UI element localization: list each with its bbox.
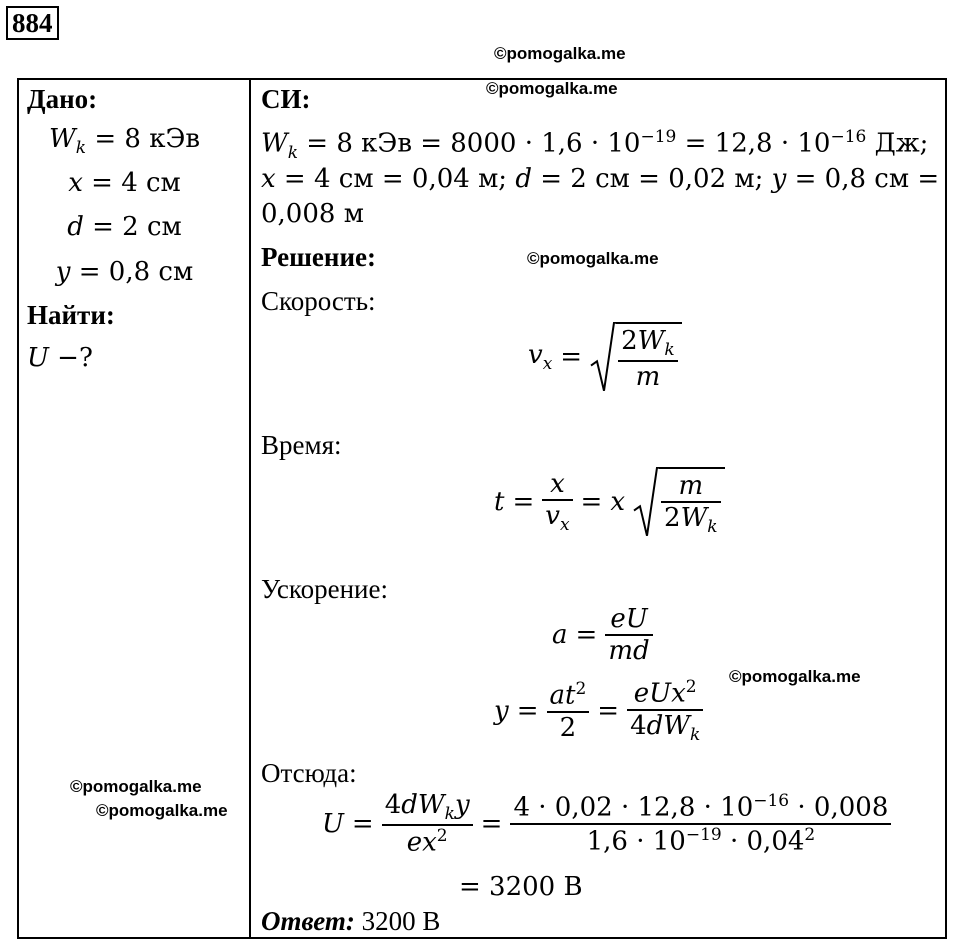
- si-line-3: 0,008 м: [261, 199, 364, 229]
- formula-time: t = $\frac{x}{v_x}$ = x $\frac{m}{2W_k}$: [494, 467, 725, 537]
- given-item-x: x = 4 см: [68, 168, 181, 198]
- watermark: ©pomogalka.me: [96, 801, 228, 820]
- formula-displacement: y = $\frac{at^2}{2}$ = $\frac{eUx^2}{4dW_k}$: [494, 677, 703, 745]
- watermark: ©pomogalka.me: [527, 249, 659, 268]
- column-divider: [249, 78, 251, 937]
- si-heading: СИ:: [261, 84, 311, 114]
- given-item-y: y = 0,8 см: [55, 257, 194, 287]
- answer-label: Ответ:: [261, 906, 355, 936]
- watermark: ©pomogalka.me: [70, 777, 202, 796]
- si-line-2: x = 4 см = 0,04 м; d = 2 см = 0,02 м; y = 0,8 см =: [261, 164, 940, 194]
- problem-number: 884: [6, 6, 59, 40]
- si-line-1: $W_k = 8$ кЭв = $8000 \cdot 1,6 \cdot 10^{-19} = 12,8 \cdot 10^{-16}$ Дж;: [261, 127, 929, 163]
- hence-label: Отсюда:: [261, 758, 357, 788]
- given-item-d: d = 2 см: [67, 212, 182, 242]
- accel-label: Ускорение:: [261, 574, 388, 604]
- speed-label: Скорость:: [261, 286, 376, 316]
- given-heading: Дано:: [27, 84, 98, 114]
- watermark: ©pomogalka.me: [494, 44, 626, 63]
- given-item-energy: $W_k = 8$ кЭв: [49, 124, 200, 159]
- formula-voltage: U = $\frac{4dW_ky}{ex^2}$ = $\frac{4 \cdot 0,02 \cdot 12,8 \cdot 10^{-16} \cdot 0,008}{1,6 \cdot 10^{-19} \cdot 0,04^2}$: [322, 790, 891, 858]
- formula-accel: a = $\frac{eU}{md}$: [552, 604, 653, 666]
- answer-line: [261, 906, 440, 937]
- watermark: ©pomogalka.me: [486, 79, 618, 98]
- time-label: Время:: [261, 430, 342, 460]
- answer-value: 3200 В: [361, 906, 441, 936]
- watermark: ©pomogalka.me: [729, 667, 861, 686]
- find-item: U −?: [27, 343, 93, 373]
- solution-heading: Решение:: [261, 242, 376, 272]
- find-heading: Найти:: [27, 300, 115, 330]
- formula-speed: $v_x$ = $\frac{2W_k}{m}$: [528, 322, 682, 392]
- result-value: = 3200 В: [459, 872, 583, 902]
